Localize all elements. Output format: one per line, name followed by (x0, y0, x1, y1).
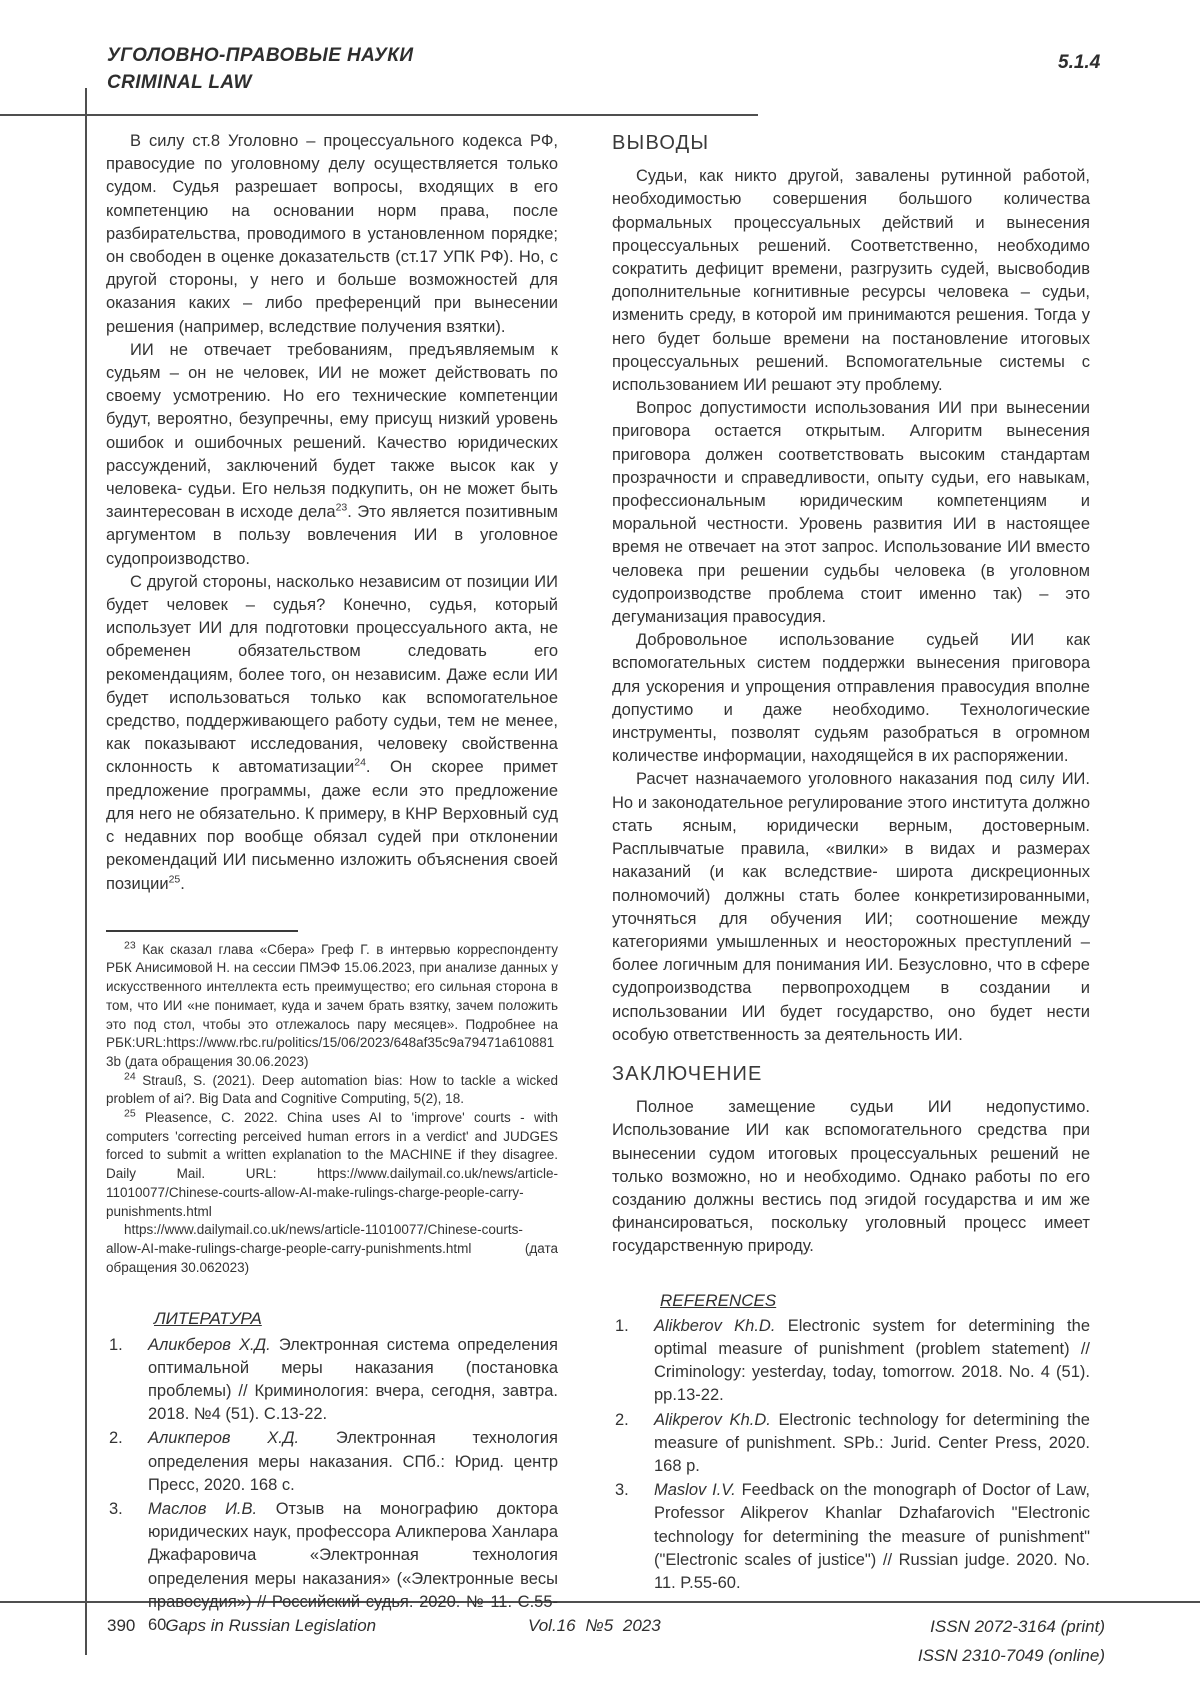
paragraph (106, 571, 558, 896)
item-body: Отзыв на монографию доктора юридических наук, профессора Аликперова Ханлара Джафаровича «Электронная технология определения меры наказания» («Электронные весы правосудия») // Российский судья. 2020. № 11. С.55-60. (148, 1499, 558, 1634)
footnotes-block (106, 941, 558, 1278)
item-number: 1. (615, 1316, 629, 1335)
item-body: Электронная технология определения меры наказания. СПб.: Юрид. центр Пресс, 2020. 168 с. (148, 1429, 558, 1494)
reference-item (612, 1409, 1090, 1479)
page-number: 390 (107, 1616, 136, 1635)
item-number: 1. (109, 1335, 123, 1354)
paragraph: В силу ст.8 Уголовно – процессуального кодекса РФ, правосудие по уголовному делу осуществляется только судом. Судья разрешает вопросы, входящих в его компетенцию на основании норм права, после разбирательства, проводимого в установленном порядке; он свободен в оценке доказательств (ст.17 УПК РФ). Но, с другой стороны, у него и больше возможностей для оказания каких – либо преференций при вынесении решения (например, вследствие получения взятки). (106, 132, 558, 336)
paragraph: Судьи, как никто другой, завалены рутинной работой, необходимостью совершения большого количества формальных процессуальных действий и вынесения процессуальных решений. Соответственно, необходимо сократить дефицит времени, разгрузить судей, высвободив дополнительные когнитивные ресурсы человека – судьи, изменить среду, в которой им принимаются решения. Тогда у него будет больше времени на постановление итоговых процессуальных решений. Вспомогательные системы с использованием ИИ решают эту проблему. (612, 167, 1090, 395)
item-text (654, 1409, 1090, 1479)
column-left (106, 130, 558, 1638)
literature-item (106, 1427, 558, 1497)
paragraph (106, 339, 558, 571)
paragraph-text: . Это является позитивным аргументом в пользу вовлечения ИИ в уголовное судопроизводство. (106, 503, 558, 568)
footer-left (107, 1616, 376, 1636)
final-heading: ЗАКЛЮЧЕНИЕ (612, 1062, 763, 1085)
item-body: Feedback on the monograph of Doctor of Law, Professor Alikperov Khanlar Dzhafarovich "Electronic technology for determining the measure of punishment" ("Electronic scales of justice") // Russian judge. 2020. No. 11. P.55-60. (654, 1481, 1090, 1592)
reference-item (612, 1315, 1090, 1408)
item-author: Аликберов Х.Д. (148, 1335, 271, 1354)
item-author: Маслов И.В. (148, 1499, 258, 1518)
item-author: Maslov I.V. (654, 1481, 736, 1500)
item-body: Электронная система определения оптимальной меры наказания (постановка проблемы) // Криминология: вчера, сегодня, завтра. 2018. №4 (51). С.13-22. (148, 1335, 558, 1424)
conclusions-heading: ВЫВОДЫ (612, 132, 710, 154)
footnote-23 (106, 941, 558, 1072)
issn-online: ISSN 2310-7049 (online) (917, 1646, 1105, 1665)
paragraph-text: С другой стороны, насколько независим от позиции ИИ будет человек – судья? Конечно, судья, который использует ИИ для подготовки процессуального акта, не обременен обязательством следовать его рекомендациям, более того, он независим. Даже если ИИ будет использоваться только как вспомогательное средство, поддерживающего работу судьи, тем не менее, как показывают исследования, человеку свойственна склонность к автоматизации (106, 572, 558, 777)
item-author: Alikperov Kh.D. (654, 1410, 771, 1429)
item-author: Alikberov Kh.D. (654, 1316, 776, 1335)
footnote-separator-rule (106, 930, 298, 932)
paragraph: Добровольное использование судьей ИИ как вспомогательных систем поддержки вынесения приговора для ускорения и упрощения отправления правосудия вполне допустимо и даже необходимо. Технологические инструменты, позволят судьям разобраться в огромном количестве информации, находящейся в их распоряжении. (612, 631, 1090, 766)
journal-title: Gaps in Russian Legislation (165, 1616, 377, 1635)
footnote-25 (106, 1109, 558, 1221)
column-right (612, 130, 1090, 1596)
footnote-number: 23 (124, 939, 136, 952)
footer-right (918, 1612, 1105, 1670)
item-body: Electronic technology for determining the measure of punishment. SPb.: Jurid. Center Press, 2020. 168 p. (654, 1410, 1090, 1475)
item-text (148, 1427, 558, 1497)
subject-area-ru: УГОЛОВНО-ПРАВОВЫЕ НАУКИ (107, 45, 414, 66)
footnote-25-continuation: https://www.dailymail.co.uk/news/article-11010077/Chinese-courts-allow-AI-make-rulings-charge-people-carry-punishments.html (дата обращения 30.062023) (106, 1222, 558, 1275)
paragraph: Полное замещение судьи ИИ недопустимо. Использование ИИ как вспомогательного средства при вынесении судом итоговых процессуальных решений не только возможно, но и необходимо. Однако работы по его созданию должны вестись под эгидой государства и им же финансироваться, поскольку уголовный процесс имеет государственную природу. (612, 1098, 1090, 1256)
literature-heading: ЛИТЕРАТУРА (154, 1309, 262, 1329)
paragraph-text: . Он скорее примет предложение программы, даже если это предложение для него не обязательно. К примеру, в КНР Верховный суд с недавних пор вообще обязал судей при отклонении рекомендаций ИИ письменно изложить объяснения своей позиции (106, 758, 558, 893)
literature-list (106, 1334, 558, 1638)
footnote-number: 25 (124, 1107, 136, 1120)
paragraph-text: . (180, 874, 185, 893)
volume-issue: Vol.16 №5 2023 (528, 1616, 661, 1635)
footnote-marker-23: 23 (335, 501, 348, 514)
reference-item (612, 1479, 1090, 1595)
paragraph: Вопрос допустимости использования ИИ при вынесении приговора остается открытым. Алгоритм вынесения приговора должен соответствовать высоким стандартам прозрачности и справедливости, опыту судьи, его навыкам, профессиональным юридическим компетенциям и моральной честности. Уровень развития ИИ в настоящее время не отвечает на этот запрос. Использование ИИ вместо человека при решении судьбы человека (в уголовном судопроизводстве проблема стоит именно так) – это дегуманизация правосудия. (612, 399, 1090, 627)
paragraph-text: ИИ не отвечает требованиям, предъявляемым к судьям – он не человек, ИИ не может действовать по своему усмотрению. Но его технические компетенции будут, вероятно, безупречны, ему присущ низкий уровень ошибок и ошибочных решений. Качество юридических рассуждений, заключений будет также высок как у человека- судьи. Его нельзя подкупить, он не может быть заинтересован в исходе дела (106, 340, 558, 522)
footnote-marker-24: 24 (354, 756, 366, 769)
item-text (148, 1334, 558, 1427)
item-text (654, 1479, 1090, 1595)
item-number: 3. (615, 1481, 629, 1500)
item-number: 3. (109, 1499, 123, 1518)
references-list (612, 1315, 1090, 1595)
header-rule (0, 114, 758, 116)
item-number: 2. (615, 1410, 629, 1429)
item-text (654, 1315, 1090, 1408)
references-heading: REFERENCES (660, 1290, 777, 1310)
item-body: Electronic system for determining the optimal measure of punishment (problem statement) // Criminology: yesterday, today, tomorrow. 2018. No. 4 (51). pp.13-22. (654, 1316, 1090, 1405)
footnote-number: 24 (124, 1070, 136, 1083)
issn-print: ISSN 2072-3164 (print) (930, 1617, 1105, 1636)
footnote-24 (106, 1072, 558, 1109)
item-number: 2. (109, 1429, 123, 1448)
left-margin-rule (85, 88, 87, 1655)
subject-area-en: CRIMINAL LAW (107, 72, 252, 93)
footnote-text: Strauß, S. (2021). Deep automation bias: How to tackle a wicked problem of ai?. Big Data and Cognitive Computing, 5(2), 18. (106, 1072, 558, 1107)
item-author: Аликперов Х.Д. (148, 1429, 300, 1448)
paragraph: Расчет назначаемого уголовного наказания под силу ИИ. Но и законодательное регулирование этого института должно стать ясным, юридически верным, достоверным. Расплывчатые правила, «вилки» в видах и размерах наказаний (и как вследствие- широта дискреционных полномочий) должны стать более конкретизированными, уточняться для обучения ИИ; соотношение между категориями умышленных и неосторожных преступлений – более логичным для понимания ИИ. Безусловно, что в сфере судопроизводства первопроходцем в создании и использовании ИИ будет государство, оно будет нести особую ответственность за деятельность ИИ. (612, 770, 1090, 1044)
specialty-code: 5.1.4 (1058, 52, 1101, 73)
footnote-text: Pleasence, C. 2022. China uses AI to 'improve' courts - with computers 'correcting perceived human errors in a verdict' and JUDGES forced to submit a written explanation to the MACHINE if they disagree. Daily Mail. URL: https://www.dailymail.co.uk/news/article-11010077/Chinese-courts-allow-AI-make-rulings-charge-people-carry-punishments.html (106, 1110, 558, 1219)
literature-item (106, 1334, 558, 1427)
running-header (107, 42, 413, 96)
footnote-text: Как сказал глава «Сбера» Греф Г. в интервью корреспонденту РБК Анисимовой Н. на сессии ПМЭФ 15.06.2023, при анализе данных у искусственного интеллекта есть преимущество; его сильная сторона в том, что ИИ «не понимает, куда и зачем брать взятку, зачем положить это под стол, чтобы это отлежалось пару месяцев». Подробнее на РБК:URL:https://www.rbc.ru/politics/15/06/2023/648af35c9a79471a6108813b (дата обращения 30.06.2023) (106, 941, 558, 1069)
footnote-marker-25: 25 (168, 873, 181, 885)
